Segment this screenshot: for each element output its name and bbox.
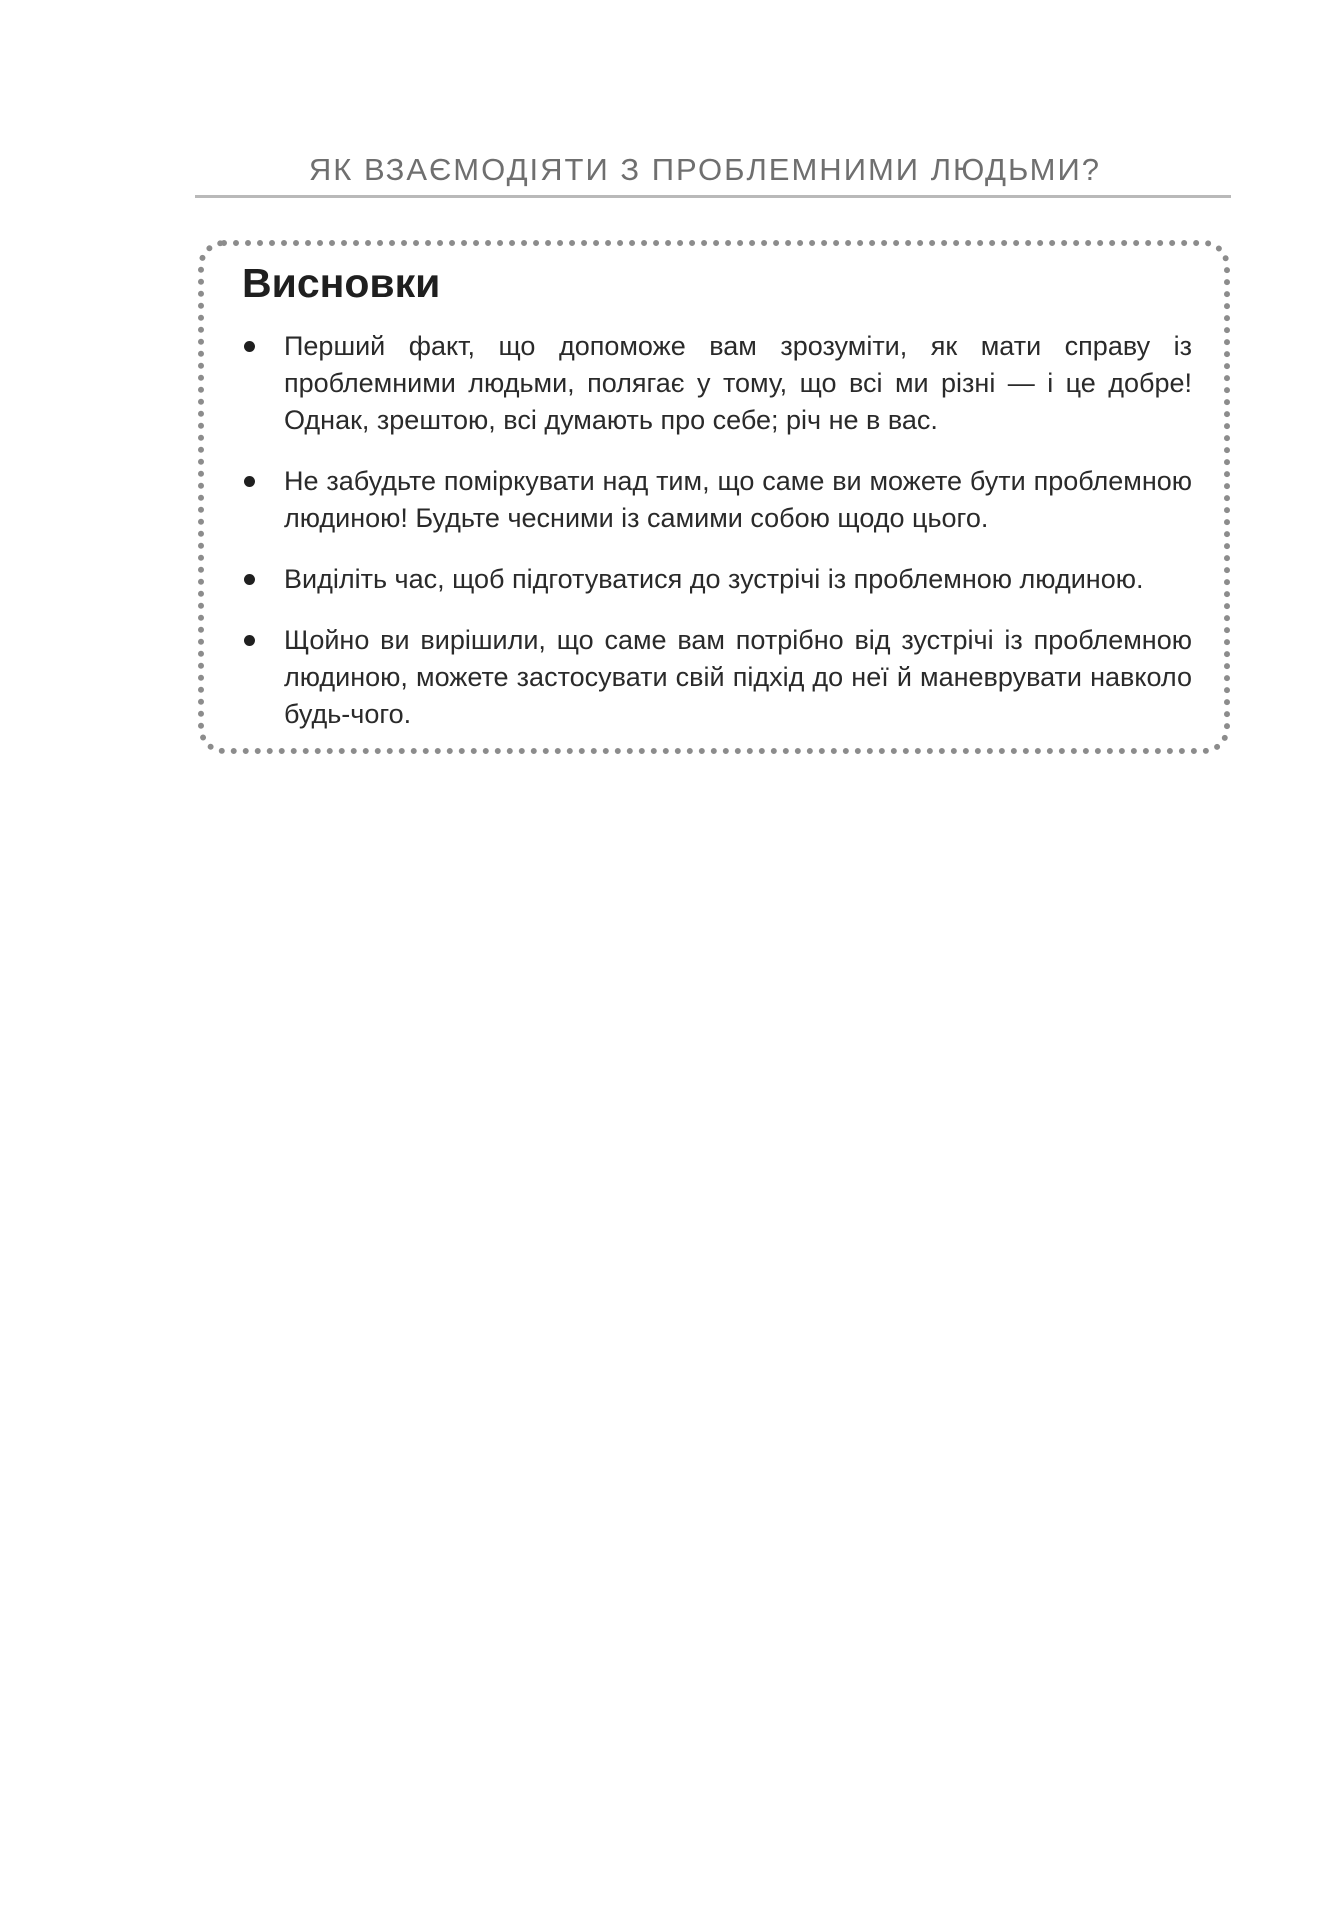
summary-heading: Висновки (242, 260, 441, 306)
summary-item-text: Не забудьте поміркувати над тим, що саме ви можете бути проблемною людиною! Будьте чесними із самими собою щодо цього. (284, 466, 1192, 533)
summary-box (198, 240, 1230, 754)
bullet-icon (244, 341, 255, 352)
bullet-icon (244, 635, 255, 646)
summary-item (244, 622, 1192, 733)
summary-list (244, 328, 1192, 733)
running-header (195, 148, 1231, 198)
bullet-icon (244, 476, 255, 487)
summary-item-text: Щойно ви вирішили, що саме вам потрібно від зустрічі із проблемною людиною, можете застосувати свій підхід до неї й маневрувати навколо будь-чого. (284, 625, 1192, 729)
summary-item (244, 328, 1192, 439)
summary-item-text: Перший факт, що допоможе вам зрозуміти, як мати справу із проблемними людьми, полягає у тому, що всі ми різні — і це добре! Однак, зрештою, всі думають про себе; річ не в вас. (284, 331, 1192, 435)
summary-item (244, 463, 1192, 537)
bullet-icon (244, 574, 255, 585)
running-header-title: ЯК ВЗАЄМОДІЯТИ З ПРОБЛЕМНИМИ ЛЮДЬМИ? (308, 152, 1101, 187)
summary-item (244, 561, 1192, 598)
summary-item-text: Виділіть час, щоб підготуватися до зустрічі із проблемною людиною. (284, 564, 1144, 594)
